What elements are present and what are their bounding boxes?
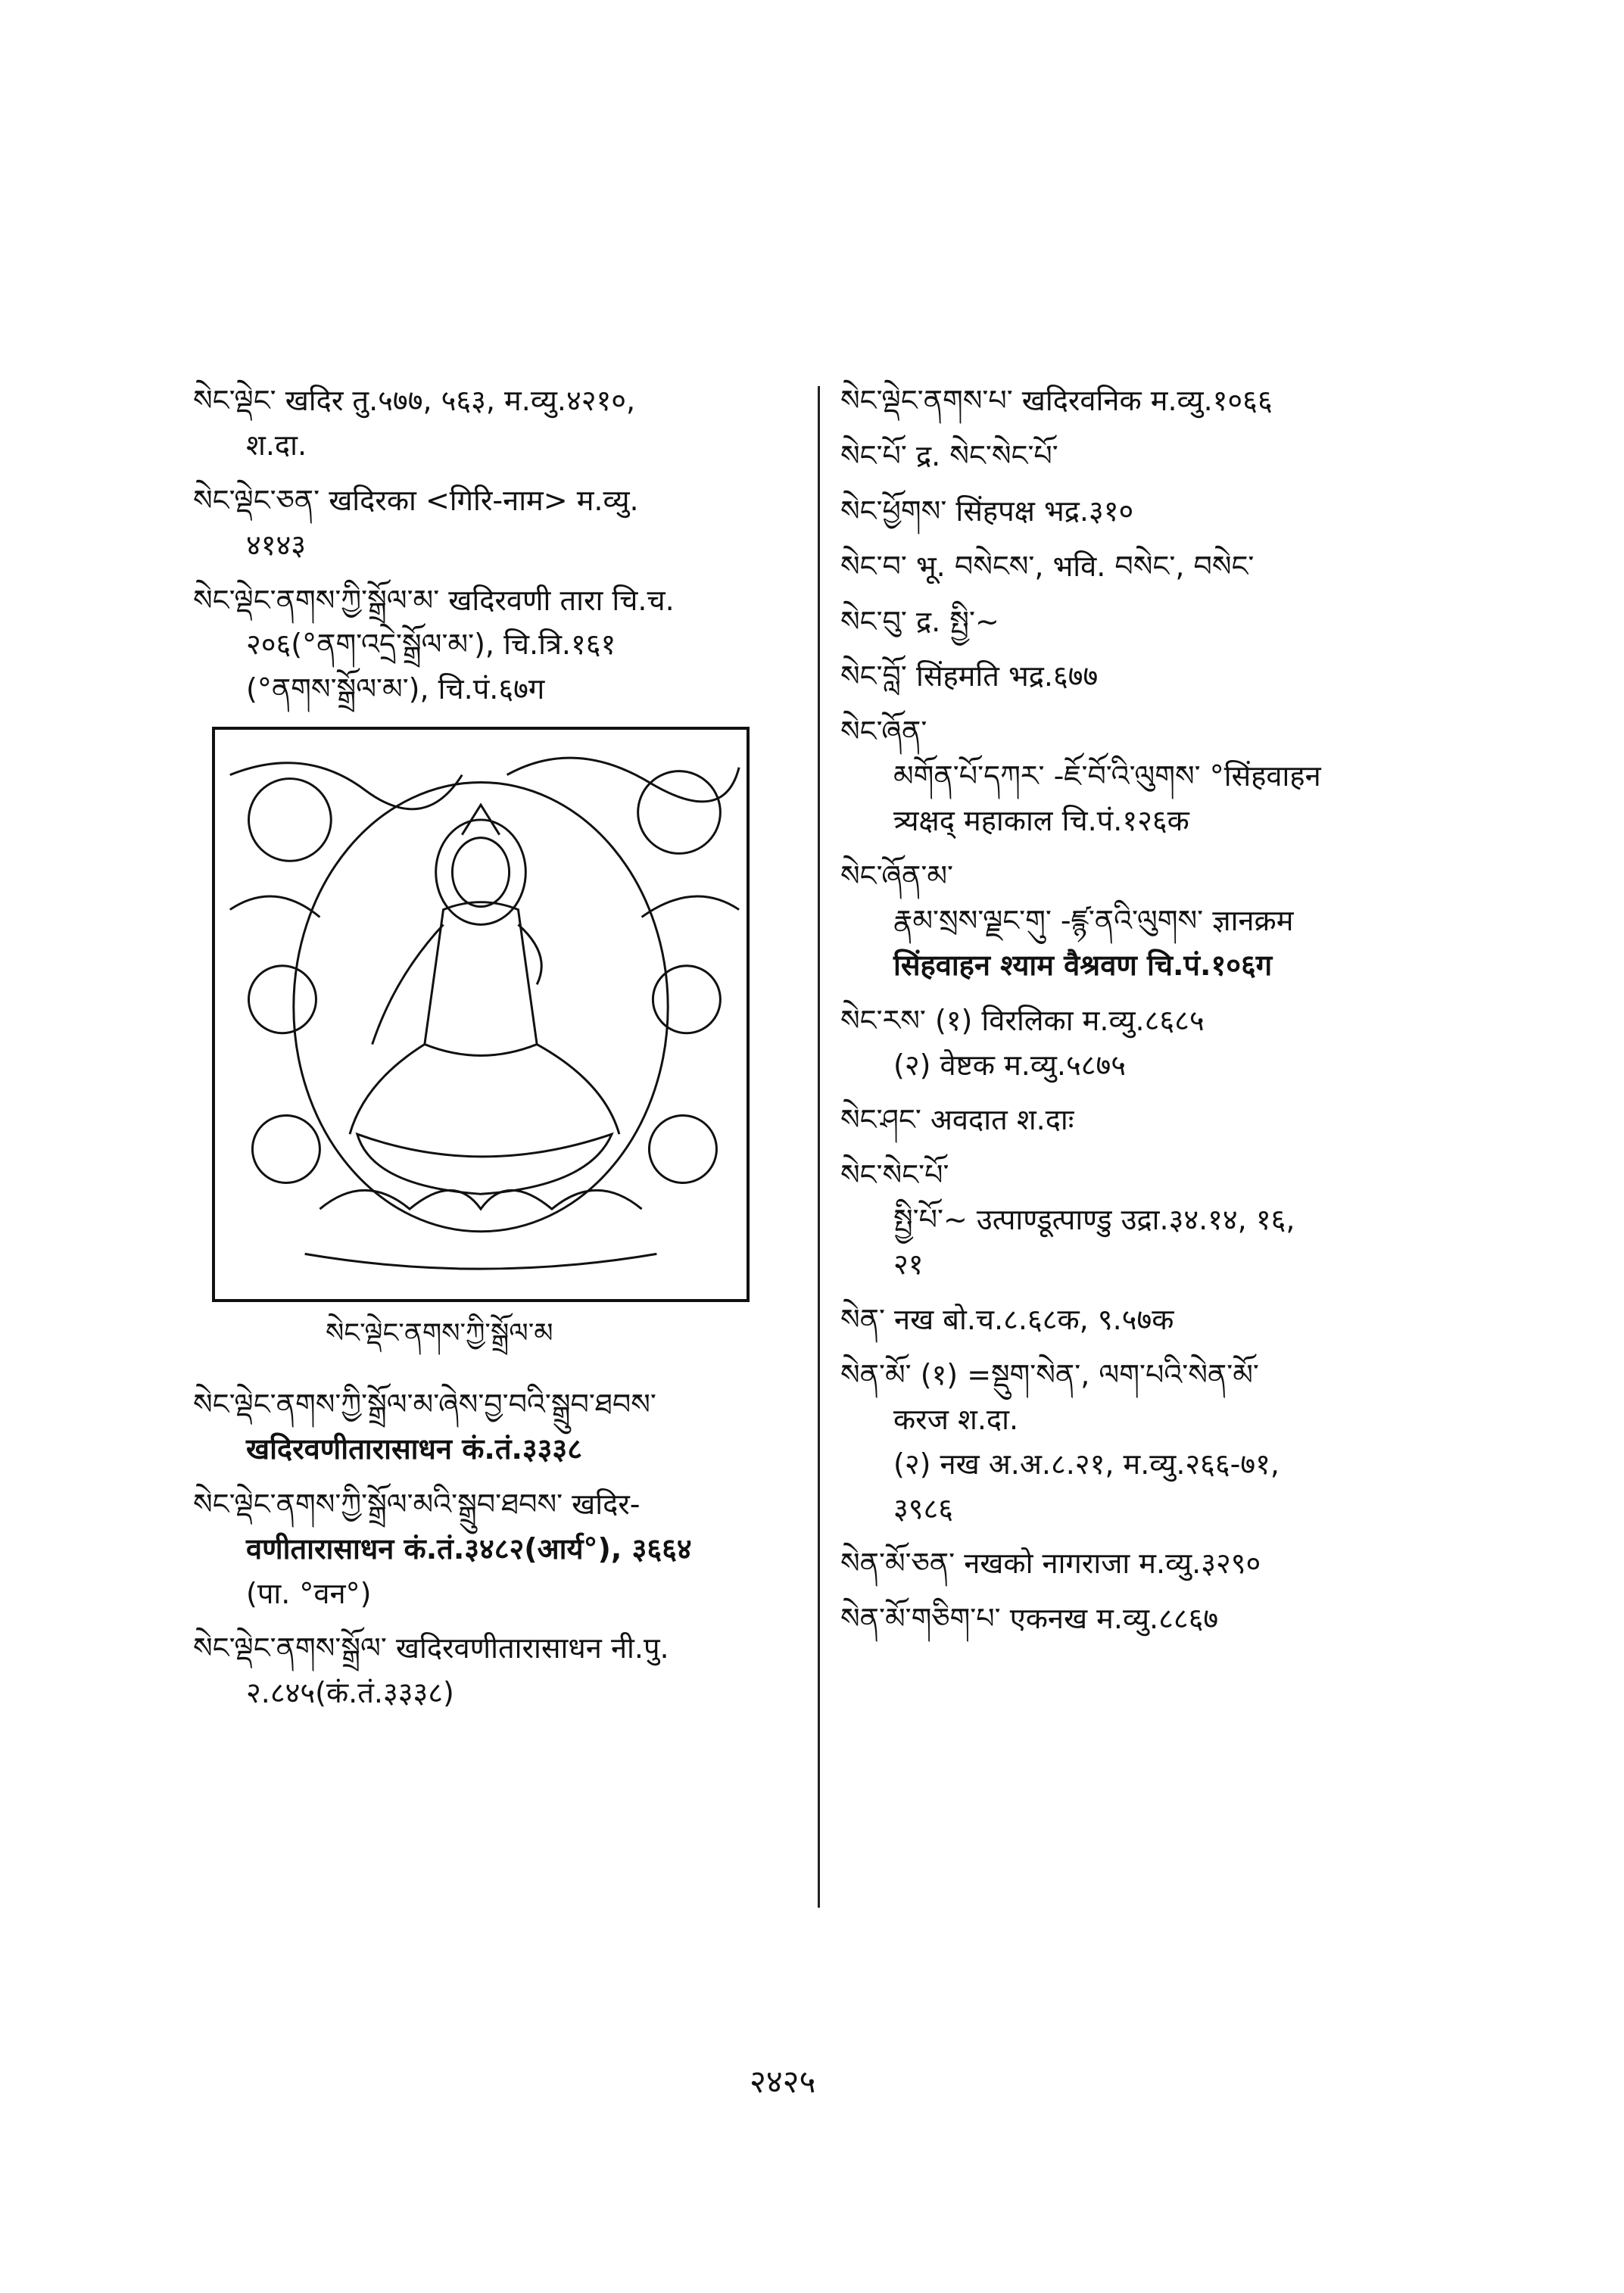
entry-headline: སེང་ལྡེང་ནགས་ཀྱི་སྒྲོལ་མའི་སྒྲུབ་ཐབས་ खदिर- — [193, 1487, 641, 1521]
entry-headline: སེང་བུ་ द्र. སྤྱི་~ — [840, 604, 999, 638]
column-divider — [818, 386, 820, 1908]
dictionary-entry — [840, 379, 1446, 423]
entry-headline: སེང་ལྡེང་ནགས་སྒྲོལ་ खदिरवणीतारासाधन नी.पु. — [193, 1631, 669, 1665]
tara-illustration — [212, 727, 750, 1302]
dictionary-entry — [840, 600, 1446, 644]
dictionary-entry — [840, 1098, 1446, 1142]
left-column — [193, 379, 799, 1726]
entry-continuation: ३९८६ — [893, 1491, 954, 1525]
entry-continuation: २.८४५(कं.तं.३३३८) — [246, 1676, 454, 1710]
dictionary-entry — [193, 1626, 799, 1715]
entry-continuation: २०६(°ནག་འདྲེ་སྒྲོལ་མ་), चि.त्रि.१६१ — [246, 628, 616, 662]
entry-continuation: (२) नख अ.अ.८.२१, म.व्यु.२६६-७१, — [893, 1447, 1280, 1481]
dictionary-entry — [840, 1541, 1446, 1586]
entry-continuation: (२) वेष्टक म.व्यु.५८७५ — [893, 1048, 1127, 1082]
entry-continuation: करज श.दा. — [893, 1402, 1019, 1436]
page-number: २४२५ — [750, 2063, 816, 2100]
entry-continuation: རྣམ་སྲས་ལྗང་གུ་ -ཛྙ་ནའི་ལུགས་ ज्ञानक्रम — [893, 903, 1294, 937]
entry-headline: སེང་ཤང་ अवदात श.दाः — [840, 1103, 1074, 1137]
entry-continuation: २१ — [893, 1248, 924, 1282]
dictionary-entry — [193, 1382, 799, 1472]
dictionary-entry — [193, 578, 799, 712]
entry-headline: སེང་ལྡེང་ खदिर तु.५७७, ५६३, म.व्यु.४२१०, — [193, 384, 636, 417]
entry-continuation: མགོན་པོ་དཀར་ -ཇོ་བོ་འི་ལུགས་ °सिंहवाहन — [893, 759, 1321, 793]
entry-continuation: वणीतारासाधन कं.तं.३४८२(आर्य°), ३६६४ — [246, 1531, 692, 1566]
entry-headline: སེང་ཕྱོགས་ सिंहपक्ष भद्र.३१० — [840, 494, 1134, 528]
entry-headline: སེང་ལྡེང་ནགས་ཀྱི་སྒྲོལ་མ་ खदिरवणी तारा चि.च. — [193, 583, 675, 617]
entry-continuation: (पा. °वन°) — [246, 1576, 372, 1610]
entry-continuation: श.दा. — [246, 428, 307, 462]
dictionary-entry — [840, 1298, 1446, 1342]
entry-headline: སེང་ལྡེང་ནགས་ཀྱི་སྒྲོལ་མ་ཞེས་བྱ་བའི་སྒྲུབ་ཐབས་ — [193, 1388, 656, 1422]
dictionary-entry — [193, 1482, 799, 1616]
entry-continuation: त्र्यक्षद् महाकाल चि.पं.१२६क — [893, 804, 1189, 838]
right-column — [840, 379, 1446, 1652]
entry-headline: སེང་བ་ भू. བསེངས་, भवि. བསེང་, བསེང་ — [840, 549, 1255, 583]
figure-caption: སེང་ལྡེང་ནགས་ཀྱི་སྒྲོལ་མ — [326, 1318, 553, 1350]
dictionary-entry — [840, 1153, 1446, 1287]
entry-headline: སེན་མོ་གཅིག་པ་ एकनख म.व्यु.८८६७ — [840, 1602, 1219, 1636]
entry-headline: སེང་ཞོན་མ་ — [840, 859, 953, 893]
dictionary-entry — [840, 434, 1446, 478]
dictionary-entry — [840, 489, 1446, 534]
dictionary-entry — [840, 999, 1446, 1088]
entry-headline: སེང་ཞོན་ — [840, 715, 927, 749]
entry-headline: སེང་ལྡེང་ནགས་པ་ खदिरवनिक म.व्यु.१०६६ — [840, 384, 1273, 417]
entry-headline: སེང་ལྡེང་ཅན་ खदिरका <गिरि-नाम> म.व्यु. — [193, 483, 639, 517]
dictionary-entry — [840, 1597, 1446, 1641]
entry-continuation: ४१४३ — [246, 528, 307, 562]
entry-headline: སེང་པོ་ द्र. སེང་སེང་པོ་ — [840, 438, 1058, 472]
entry-continuation: སྤྱི་པོ་~ उत्पाण्डूत्पाण्डु उद्रा.३४.१४, १६, — [893, 1203, 1295, 1237]
dictionary-entry — [193, 379, 799, 468]
entry-headline: སེང་བློ་ सिंहमति भद्र.६७७ — [840, 659, 1099, 693]
dictionary-entry — [840, 544, 1446, 589]
tara-drawing-icon — [215, 730, 747, 1299]
dictionary-entry — [840, 709, 1446, 843]
entry-continuation: (°ནགས་སྒྲོལ་མ་), चि.पं.६७ग — [246, 672, 545, 706]
entry-continuation: सिंहवाहन श्याम वैश्रवण चि.पं.१०६ग — [893, 948, 1273, 982]
entry-headline: སེན་མོ་ཅན་ नखको नागराजा म.व्यु.३२९० — [840, 1547, 1261, 1581]
entry-headline: སེང་སེང་པོ་ — [840, 1158, 949, 1192]
entry-headline: སེན་ नख बो.च.८.६८क, ९.५७क — [840, 1303, 1174, 1337]
dictionary-entry — [840, 1353, 1446, 1531]
dictionary-entry — [840, 854, 1446, 988]
dictionary-entry — [840, 654, 1446, 699]
entry-headline: སེང་རས་ (१) विरलिका म.व्यु.८६८५ — [840, 1003, 1205, 1037]
entry-continuation: खदिरवणीतारासाधन कं.तं.३३३८ — [246, 1432, 582, 1466]
entry-headline: སེན་མོ་ (१) =སྡུག་སེན་, ལག་པའི་སེན་མོ་ — [840, 1357, 1259, 1391]
dictionary-entry — [193, 478, 799, 568]
